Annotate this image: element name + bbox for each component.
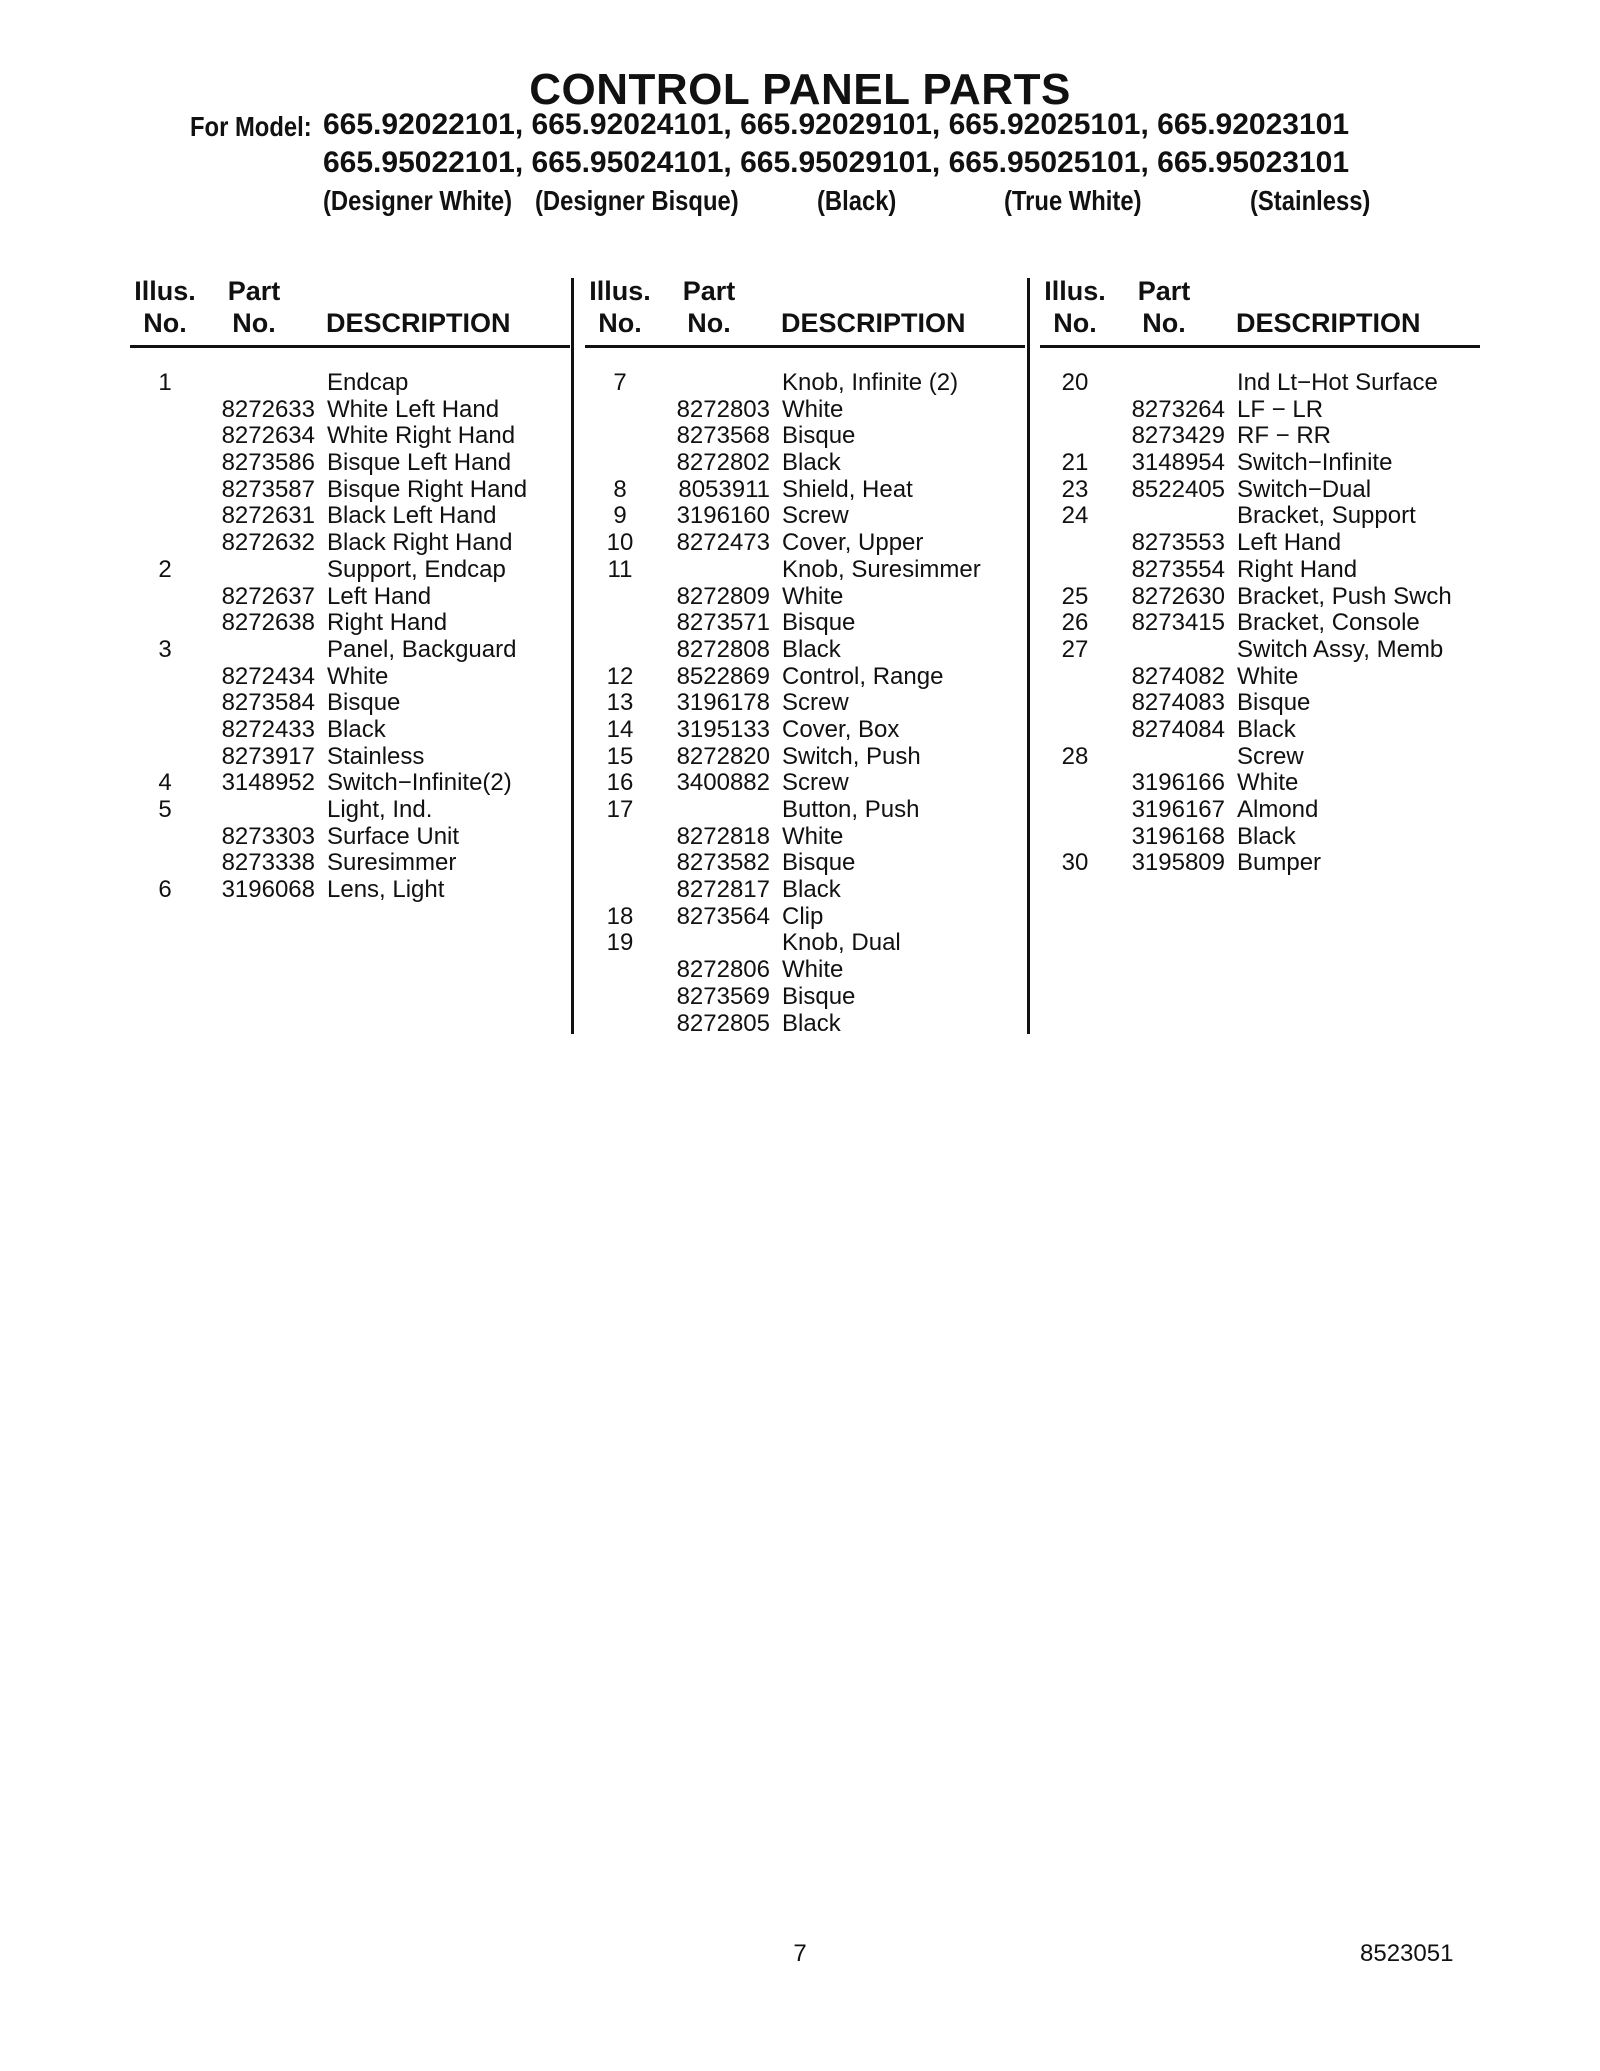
part-description: Right Hand xyxy=(1237,555,1358,583)
part-number xyxy=(655,370,770,397)
illus-number xyxy=(585,637,655,664)
part-number: 8272817 xyxy=(676,876,770,904)
part-number: 8273586 xyxy=(221,449,315,477)
illus-number xyxy=(1040,824,1110,851)
part-description: White xyxy=(782,822,844,850)
table-row xyxy=(1040,717,1480,744)
table-row xyxy=(130,797,570,824)
illus-number xyxy=(130,397,200,424)
part-description: Panel, Backguard xyxy=(327,635,517,663)
for-model-label: For Model: xyxy=(190,111,312,142)
part-number: 8272634 xyxy=(221,422,315,450)
part-number: 8272805 xyxy=(676,1009,770,1037)
part-number: 8273264 xyxy=(1131,395,1225,423)
part-description: Knob, Dual xyxy=(782,929,901,957)
table-row xyxy=(130,664,570,691)
table-row xyxy=(1040,637,1480,664)
illus-number: 20 xyxy=(1061,369,1089,396)
part-number: 8273338 xyxy=(221,849,315,877)
part-description: Bisque xyxy=(1237,689,1311,717)
illus-number xyxy=(130,530,200,557)
table-row xyxy=(585,824,1025,851)
part-number: 8273571 xyxy=(676,609,770,637)
part-description: Bracket, Push Swch xyxy=(1237,582,1452,610)
illus-number xyxy=(1040,397,1110,424)
illus-number xyxy=(585,850,655,877)
table-row xyxy=(130,824,570,851)
part-description: Endcap xyxy=(327,369,409,396)
illus-number xyxy=(130,717,200,744)
part-number: 8273553 xyxy=(1131,529,1225,557)
table-row xyxy=(130,584,570,611)
part-number: 8274084 xyxy=(1131,715,1225,743)
column-divider-2 xyxy=(1027,278,1030,1034)
illus-number: 11 xyxy=(607,555,633,583)
part-number xyxy=(655,557,770,584)
table-row xyxy=(585,423,1025,450)
illus-number xyxy=(130,450,200,477)
part-description: Bisque xyxy=(782,849,856,877)
document-number: 8523051 xyxy=(1360,1940,1454,1967)
table-row xyxy=(1040,584,1480,611)
parts-list-column-3 xyxy=(1040,370,1480,877)
part-description: Screw xyxy=(782,502,849,530)
table-row xyxy=(585,397,1025,424)
header-part-no: No. xyxy=(687,308,731,338)
illus-number xyxy=(130,690,200,717)
table-row xyxy=(585,530,1025,557)
table-row xyxy=(1040,797,1480,824)
table-row xyxy=(1040,770,1480,797)
illus-number xyxy=(1040,717,1110,744)
part-number: 8274082 xyxy=(1131,662,1225,690)
table-row xyxy=(1040,557,1480,584)
table-row xyxy=(585,557,1025,584)
part-description: Bisque Left Hand xyxy=(327,449,512,477)
illus-number: 30 xyxy=(1061,849,1089,877)
table-row xyxy=(1040,530,1480,557)
part-number: 8272802 xyxy=(676,449,770,477)
part-description: Screw xyxy=(1237,742,1304,770)
part-description: Bisque Right Hand xyxy=(327,475,528,503)
header-part: Part xyxy=(227,276,281,306)
part-description: Black xyxy=(782,635,841,663)
part-number: 3196168 xyxy=(1131,822,1225,850)
part-number: 8273587 xyxy=(221,475,315,503)
table-row xyxy=(1040,664,1480,691)
part-number: 8522869 xyxy=(676,662,770,690)
part-description: Knob, Suresimmer xyxy=(782,555,981,583)
table-row xyxy=(1040,450,1480,477)
table-row xyxy=(130,637,570,664)
part-description: Surface Unit xyxy=(327,822,460,850)
header-illus-no: No. xyxy=(1053,308,1097,338)
illus-number: 23 xyxy=(1061,475,1089,503)
part-number xyxy=(1110,744,1225,771)
page-title: CONTROL PANEL PARTS xyxy=(529,65,1071,114)
table-row xyxy=(585,717,1025,744)
illus-number xyxy=(130,584,200,611)
part-number: 3196178 xyxy=(676,689,770,717)
part-description: Lens, Light xyxy=(327,876,445,904)
table-row xyxy=(1040,477,1480,504)
illus-number xyxy=(130,503,200,530)
part-number: 8272433 xyxy=(221,715,315,743)
illus-number: 5 xyxy=(158,796,172,823)
part-description: Stainless xyxy=(327,742,425,770)
part-number xyxy=(200,797,315,824)
table-row xyxy=(1040,824,1480,851)
table-row xyxy=(585,690,1025,717)
part-description: Right Hand xyxy=(327,609,448,637)
part-description: White xyxy=(327,662,389,690)
column-divider-1 xyxy=(571,278,574,1034)
part-number: 8273582 xyxy=(676,849,770,877)
table-row xyxy=(130,850,570,877)
table-row xyxy=(585,744,1025,771)
part-number: 8272820 xyxy=(676,742,770,770)
illus-number xyxy=(585,610,655,637)
column-header-1 xyxy=(130,275,570,348)
model-numbers-line-2: 665.95022101, 665.95024101, 665.95029101, 665.95025101, 665.95023101 xyxy=(323,146,1350,179)
part-number: 8272434 xyxy=(221,662,315,690)
table-row xyxy=(130,770,570,797)
part-number: 8273415 xyxy=(1131,609,1225,637)
part-number: 3196068 xyxy=(221,876,315,904)
part-description: Left Hand xyxy=(1237,529,1342,557)
part-description: Suresimmer xyxy=(327,849,457,877)
table-row xyxy=(1040,370,1480,397)
table-row xyxy=(1040,850,1480,877)
part-number: 3195133 xyxy=(676,715,770,743)
part-description: Light, Ind. xyxy=(327,796,433,823)
part-number: 8272632 xyxy=(221,529,315,557)
header-illus-no: No. xyxy=(143,308,187,338)
part-description: Clip xyxy=(782,902,824,930)
table-row xyxy=(130,877,570,904)
part-number: 8272803 xyxy=(676,395,770,423)
part-number: 8273554 xyxy=(1131,555,1225,583)
part-number: 8273917 xyxy=(221,742,315,770)
table-row xyxy=(585,370,1025,397)
illus-number xyxy=(585,584,655,611)
illus-number: 1 xyxy=(158,369,172,396)
table-row xyxy=(130,370,570,397)
illus-number: 7 xyxy=(613,369,627,396)
part-description: Screw xyxy=(782,769,849,797)
illus-number: 21 xyxy=(1061,449,1089,477)
illus-number: 27 xyxy=(1061,635,1089,663)
parts-list-column-1 xyxy=(130,370,570,904)
part-number: 3148952 xyxy=(221,769,315,797)
part-number xyxy=(200,370,315,397)
table-row xyxy=(130,450,570,477)
part-description: Cover, Box xyxy=(782,715,900,743)
part-description: Bisque xyxy=(782,982,856,1010)
illus-number xyxy=(585,397,655,424)
column-header-2 xyxy=(585,275,1025,348)
part-description: Black xyxy=(1237,822,1296,850)
table-row xyxy=(585,877,1025,904)
part-description: White Right Hand xyxy=(327,422,516,450)
illus-number: 24 xyxy=(1061,502,1089,530)
illus-number: 2 xyxy=(158,555,172,583)
part-number: 8272630 xyxy=(1131,582,1225,610)
header-part: Part xyxy=(682,276,736,306)
part-description: White xyxy=(1237,769,1299,797)
part-description: Switch−Dual xyxy=(1237,475,1372,503)
part-number: 8273569 xyxy=(676,982,770,1010)
part-description: White Left Hand xyxy=(327,395,500,423)
header-description: DESCRIPTION xyxy=(326,308,511,338)
illus-number xyxy=(1040,423,1110,450)
illus-number: 14 xyxy=(606,715,634,743)
table-row xyxy=(130,530,570,557)
part-number: 8274083 xyxy=(1131,689,1225,717)
part-description: White xyxy=(782,395,844,423)
part-description: Screw xyxy=(782,689,849,717)
column-header-3 xyxy=(1040,275,1480,348)
header-part-no: No. xyxy=(232,308,276,338)
part-number: 8522405 xyxy=(1131,475,1225,503)
header-illus-no: No. xyxy=(598,308,642,338)
header-part-no: No. xyxy=(1142,308,1186,338)
part-description: RF − RR xyxy=(1237,422,1332,450)
illus-number: 19 xyxy=(606,929,634,957)
illus-number: 18 xyxy=(606,902,634,930)
table-row xyxy=(130,717,570,744)
part-description: LF − LR xyxy=(1237,395,1324,423)
part-number: 8272808 xyxy=(676,635,770,663)
part-number: 3148954 xyxy=(1131,449,1225,477)
part-number: 8272806 xyxy=(676,956,770,984)
part-description: Switch−Infinite xyxy=(1237,449,1393,477)
part-description: Bisque xyxy=(782,609,856,637)
illus-number xyxy=(585,450,655,477)
illus-number xyxy=(585,1011,655,1038)
part-number: 3195809 xyxy=(1131,849,1225,877)
part-description: Black xyxy=(1237,715,1296,743)
table-row xyxy=(585,850,1025,877)
table-row xyxy=(130,397,570,424)
part-description: Black xyxy=(327,715,386,743)
part-description: Black xyxy=(782,449,841,477)
illus-number xyxy=(585,957,655,984)
illus-number xyxy=(585,423,655,450)
finish-label-designer-white: (Designer White) xyxy=(323,185,513,216)
table-row xyxy=(585,610,1025,637)
part-number: 8272637 xyxy=(221,582,315,610)
header-illus: Illus. xyxy=(1044,276,1106,306)
page-number: 7 xyxy=(793,1940,807,1967)
illus-number xyxy=(1040,530,1110,557)
table-row xyxy=(585,450,1025,477)
table-row xyxy=(585,1011,1025,1038)
table-row xyxy=(585,637,1025,664)
part-description: Support, Endcap xyxy=(327,555,506,583)
finish-label-black: (Black) xyxy=(817,185,897,216)
part-number: 8272473 xyxy=(676,529,770,557)
table-row xyxy=(130,557,570,584)
table-row xyxy=(1040,423,1480,450)
finish-label-designer-bisque: (Designer Bisque) xyxy=(535,185,739,216)
part-number: 8053911 xyxy=(678,475,770,503)
illus-number: 9 xyxy=(613,502,627,530)
illus-number xyxy=(1040,664,1110,691)
header-description: DESCRIPTION xyxy=(781,308,966,338)
part-number: 8273303 xyxy=(221,822,315,850)
table-row xyxy=(585,904,1025,931)
part-number: 8272631 xyxy=(221,502,315,530)
part-number: 8272809 xyxy=(676,582,770,610)
illus-number: 17 xyxy=(606,796,634,823)
part-number: 3196166 xyxy=(1131,769,1225,797)
illus-number: 15 xyxy=(606,742,634,770)
part-description: White xyxy=(782,956,844,984)
table-row xyxy=(585,477,1025,504)
part-description: Left Hand xyxy=(327,582,432,610)
illus-number: 13 xyxy=(606,689,634,717)
part-description: Shield, Heat xyxy=(782,475,913,503)
table-row xyxy=(585,503,1025,530)
part-description: Control, Range xyxy=(782,662,944,690)
part-number: 3196167 xyxy=(1131,796,1225,823)
illus-number xyxy=(1040,797,1110,824)
part-number: 8273568 xyxy=(676,422,770,450)
part-number xyxy=(200,557,315,584)
part-number xyxy=(1110,503,1225,530)
table-row xyxy=(585,957,1025,984)
parts-list-column-2 xyxy=(585,370,1025,1037)
illus-number: 26 xyxy=(1061,609,1089,637)
part-number xyxy=(1110,370,1225,397)
illus-number: 16 xyxy=(606,769,634,797)
part-description: White xyxy=(782,582,844,610)
table-row xyxy=(585,984,1025,1011)
part-number: 8272638 xyxy=(221,609,315,637)
part-description: Ind Lt−Hot Surface xyxy=(1237,369,1438,396)
table-row xyxy=(130,503,570,530)
illus-number xyxy=(130,664,200,691)
header-illus: Illus. xyxy=(589,276,651,306)
table-row xyxy=(585,664,1025,691)
table-row xyxy=(130,744,570,771)
table-row xyxy=(1040,503,1480,530)
part-number xyxy=(655,930,770,957)
part-description: Bisque xyxy=(782,422,856,450)
part-number: 8273564 xyxy=(676,902,770,930)
table-row xyxy=(585,930,1025,957)
part-number: 3400882 xyxy=(676,769,770,797)
table-row xyxy=(585,797,1025,824)
table-row xyxy=(1040,610,1480,637)
part-description: Cover, Upper xyxy=(782,529,924,557)
part-description: Switch Assy, Memb xyxy=(1237,635,1444,663)
illus-number xyxy=(130,850,200,877)
illus-number: 3 xyxy=(158,635,172,663)
illus-number xyxy=(1040,770,1110,797)
illus-number: 8 xyxy=(613,475,627,503)
illus-number xyxy=(130,477,200,504)
part-description: Bisque xyxy=(327,689,401,717)
table-row xyxy=(130,690,570,717)
illus-number: 6 xyxy=(158,876,172,904)
part-description: Almond xyxy=(1237,796,1319,823)
part-description: Switch−Infinite(2) xyxy=(327,769,512,797)
part-description: Button, Push xyxy=(782,796,920,823)
part-number: 8273429 xyxy=(1131,422,1225,450)
part-description: Switch, Push xyxy=(782,742,921,770)
finish-label-true-white: (True White) xyxy=(1004,185,1142,216)
part-number xyxy=(655,797,770,824)
table-row xyxy=(1040,744,1480,771)
illus-number xyxy=(130,423,200,450)
illus-number xyxy=(585,877,655,904)
part-number xyxy=(200,637,315,664)
part-description: Bracket, Console xyxy=(1237,609,1420,637)
table-row xyxy=(585,584,1025,611)
part-description: White xyxy=(1237,662,1299,690)
part-number: 8273584 xyxy=(221,689,315,717)
illus-number: 28 xyxy=(1061,742,1089,770)
model-numbers-line-1: 665.92022101, 665.92024101, 665.92029101, 665.92025101, 665.92023101 xyxy=(323,108,1350,141)
illus-number xyxy=(130,610,200,637)
illus-number xyxy=(1040,690,1110,717)
illus-number xyxy=(585,984,655,1011)
illus-number xyxy=(130,824,200,851)
illus-number xyxy=(585,824,655,851)
part-description: Bumper xyxy=(1237,849,1322,877)
illus-number xyxy=(130,744,200,771)
part-number: 8272633 xyxy=(221,395,315,423)
part-description: Black xyxy=(782,876,841,904)
part-description: Bracket, Support xyxy=(1237,502,1416,530)
table-row xyxy=(130,477,570,504)
part-number: 3196160 xyxy=(676,502,770,530)
illus-number: 12 xyxy=(606,662,634,690)
header-illus: Illus. xyxy=(134,276,196,306)
illus-number xyxy=(1040,557,1110,584)
illus-number: 4 xyxy=(158,769,172,797)
header-description: DESCRIPTION xyxy=(1236,308,1421,338)
part-description: Black Left Hand xyxy=(327,502,497,530)
header-part: Part xyxy=(1137,276,1191,306)
table-row xyxy=(1040,397,1480,424)
table-row xyxy=(130,610,570,637)
illus-number: 25 xyxy=(1061,582,1089,610)
part-description: Black Right Hand xyxy=(327,529,513,557)
table-row xyxy=(585,770,1025,797)
part-number: 8272818 xyxy=(676,822,770,850)
illus-number: 10 xyxy=(606,529,634,557)
part-description: Black xyxy=(782,1009,841,1037)
part-description: Knob, Infinite (2) xyxy=(782,369,959,396)
part-number xyxy=(1110,637,1225,664)
table-row xyxy=(130,423,570,450)
table-row xyxy=(1040,690,1480,717)
finish-label-stainless: (Stainless) xyxy=(1250,185,1371,216)
